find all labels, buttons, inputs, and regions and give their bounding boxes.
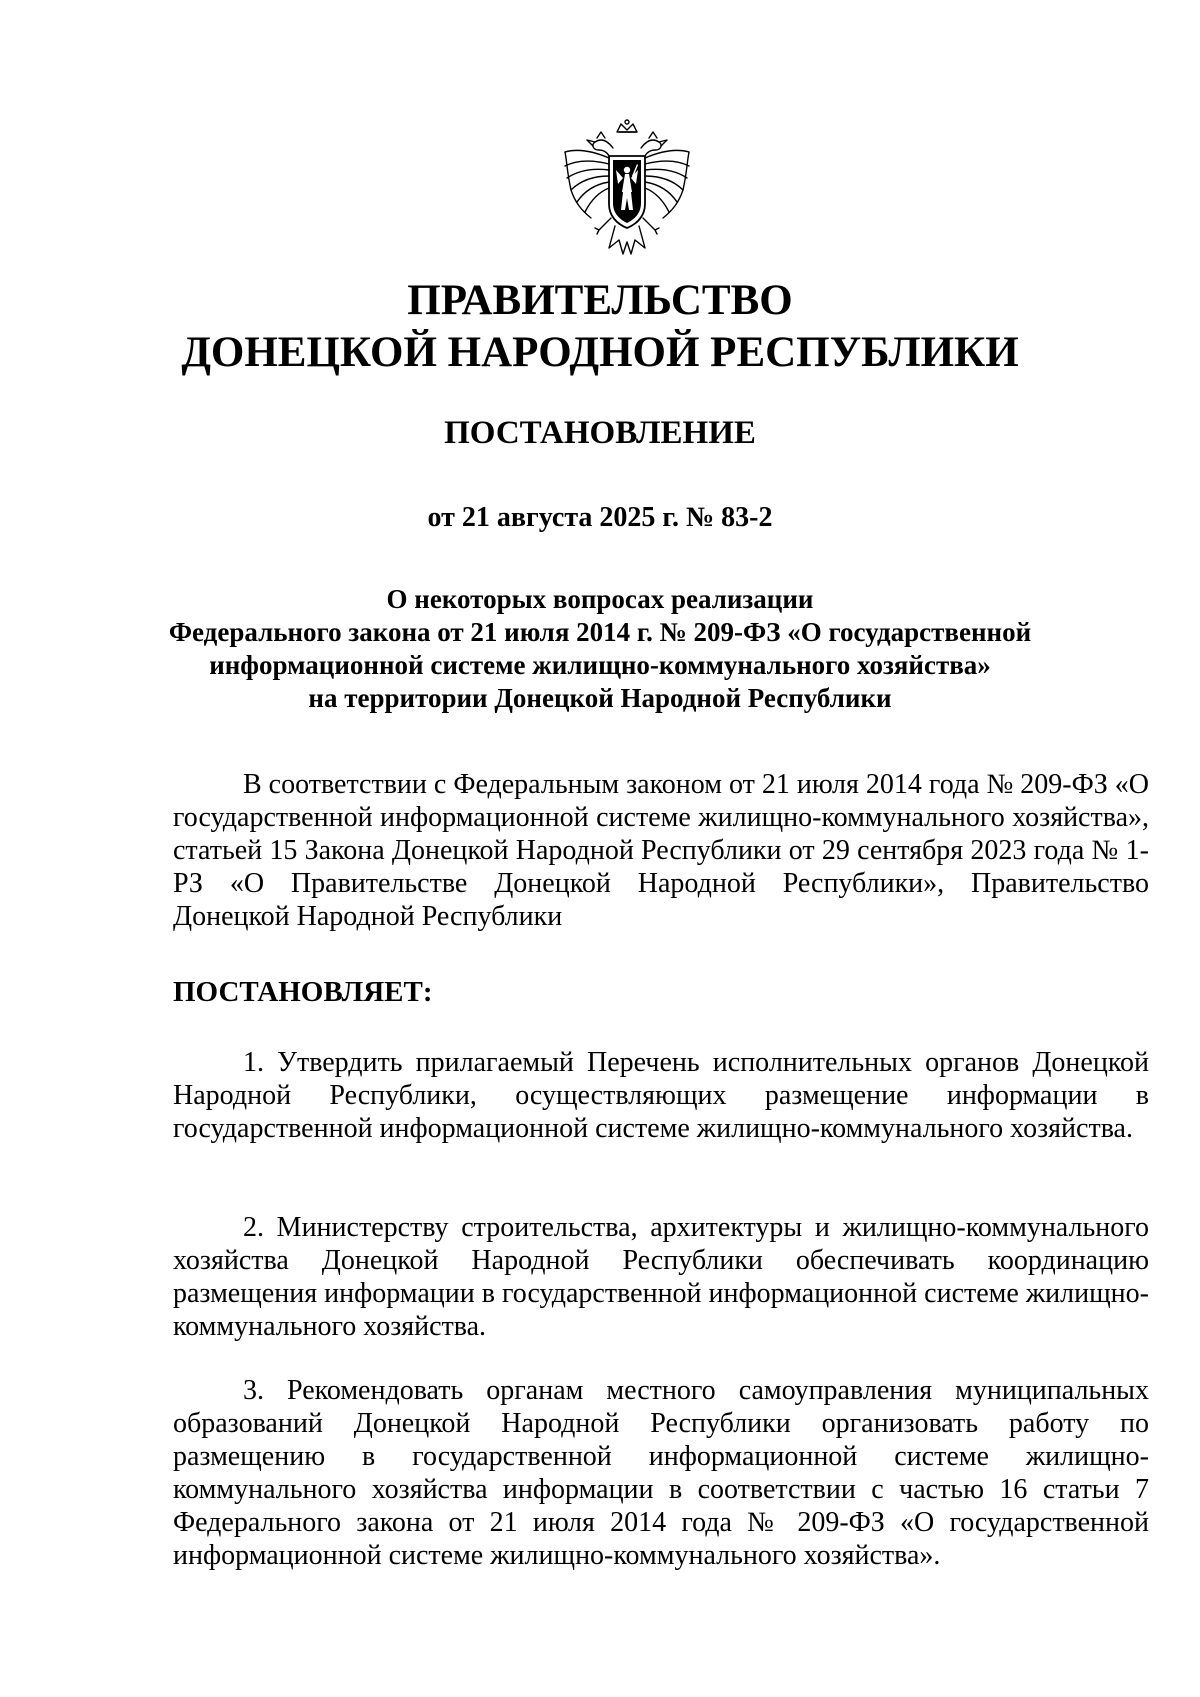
item-3-paragraph: 3. Рекомендовать органам местного самоуправления муниципальных образований Донецкой Народной Республики организовать работу по размещению в государственной информационной системе жилищно-коммунального хозяйства информации в соответствии с частью 16 статьи 7 Федерального закона от 21 июля 2014 года № 209-ФЗ «О государственной информационной системе жилищно-коммунального хозяйства».: [173, 1375, 1149, 1571]
heading-line: информационной системе жилищно-коммунального хозяйства»: [209, 650, 991, 680]
heading-line: на территории Донецкой Народной Республики: [308, 683, 892, 713]
document-type: ПОСТАНОВЛЕНИЕ: [444, 415, 756, 451]
preamble-paragraph: В соответствии с Федеральным законом от 21 июля 2014 года № 209-ФЗ «О государственной информационной системе жилищно-коммунального хозяйства», статьей 15 Закона Донецкой Народной Республики от 29 сентября 2023 года № 1-РЗ «О Правительстве Донецкой Народной Республики», Правительство Донецкой Народной Республики: [173, 769, 1149, 932]
document-date-number: от 21 августа 2025 г. № 83-2: [427, 502, 773, 533]
government-title: [0, 275, 1200, 379]
document-heading: [0, 583, 1200, 715]
government-title-line2: ДОНЕЦКОЙ НАРОДНОЙ РЕСПУБЛИКИ: [181, 329, 1019, 376]
item-2-paragraph: 2. Министерству строительства, архитектуры и жилищно-коммунального хозяйства Донецкой Народной Республики обеспечивать координацию размещения информации в государственной информационной системе жилищно-коммунального хозяйства.: [173, 1212, 1149, 1342]
government-title-line1: ПРАВИТЕЛЬСТВО: [407, 277, 793, 324]
heading-line: О некоторых вопросах реализации: [386, 584, 814, 614]
double-headed-eagle-coat-of-arms-icon: [561, 118, 693, 260]
heading-line: Федерального закона от 21 июля 2014 г. № 209-ФЗ «О государственной: [168, 617, 1032, 647]
resolves-heading: ПОСТАНОВЛЯЕТ:: [173, 976, 433, 1008]
item-1-paragraph: 1. Утвердить прилагаемый Перечень исполнительных органов Донецкой Народной Республики, осуществляющих размещение информации в государственной информационной системе жилищно-коммунального хозяйства.: [173, 1047, 1149, 1144]
